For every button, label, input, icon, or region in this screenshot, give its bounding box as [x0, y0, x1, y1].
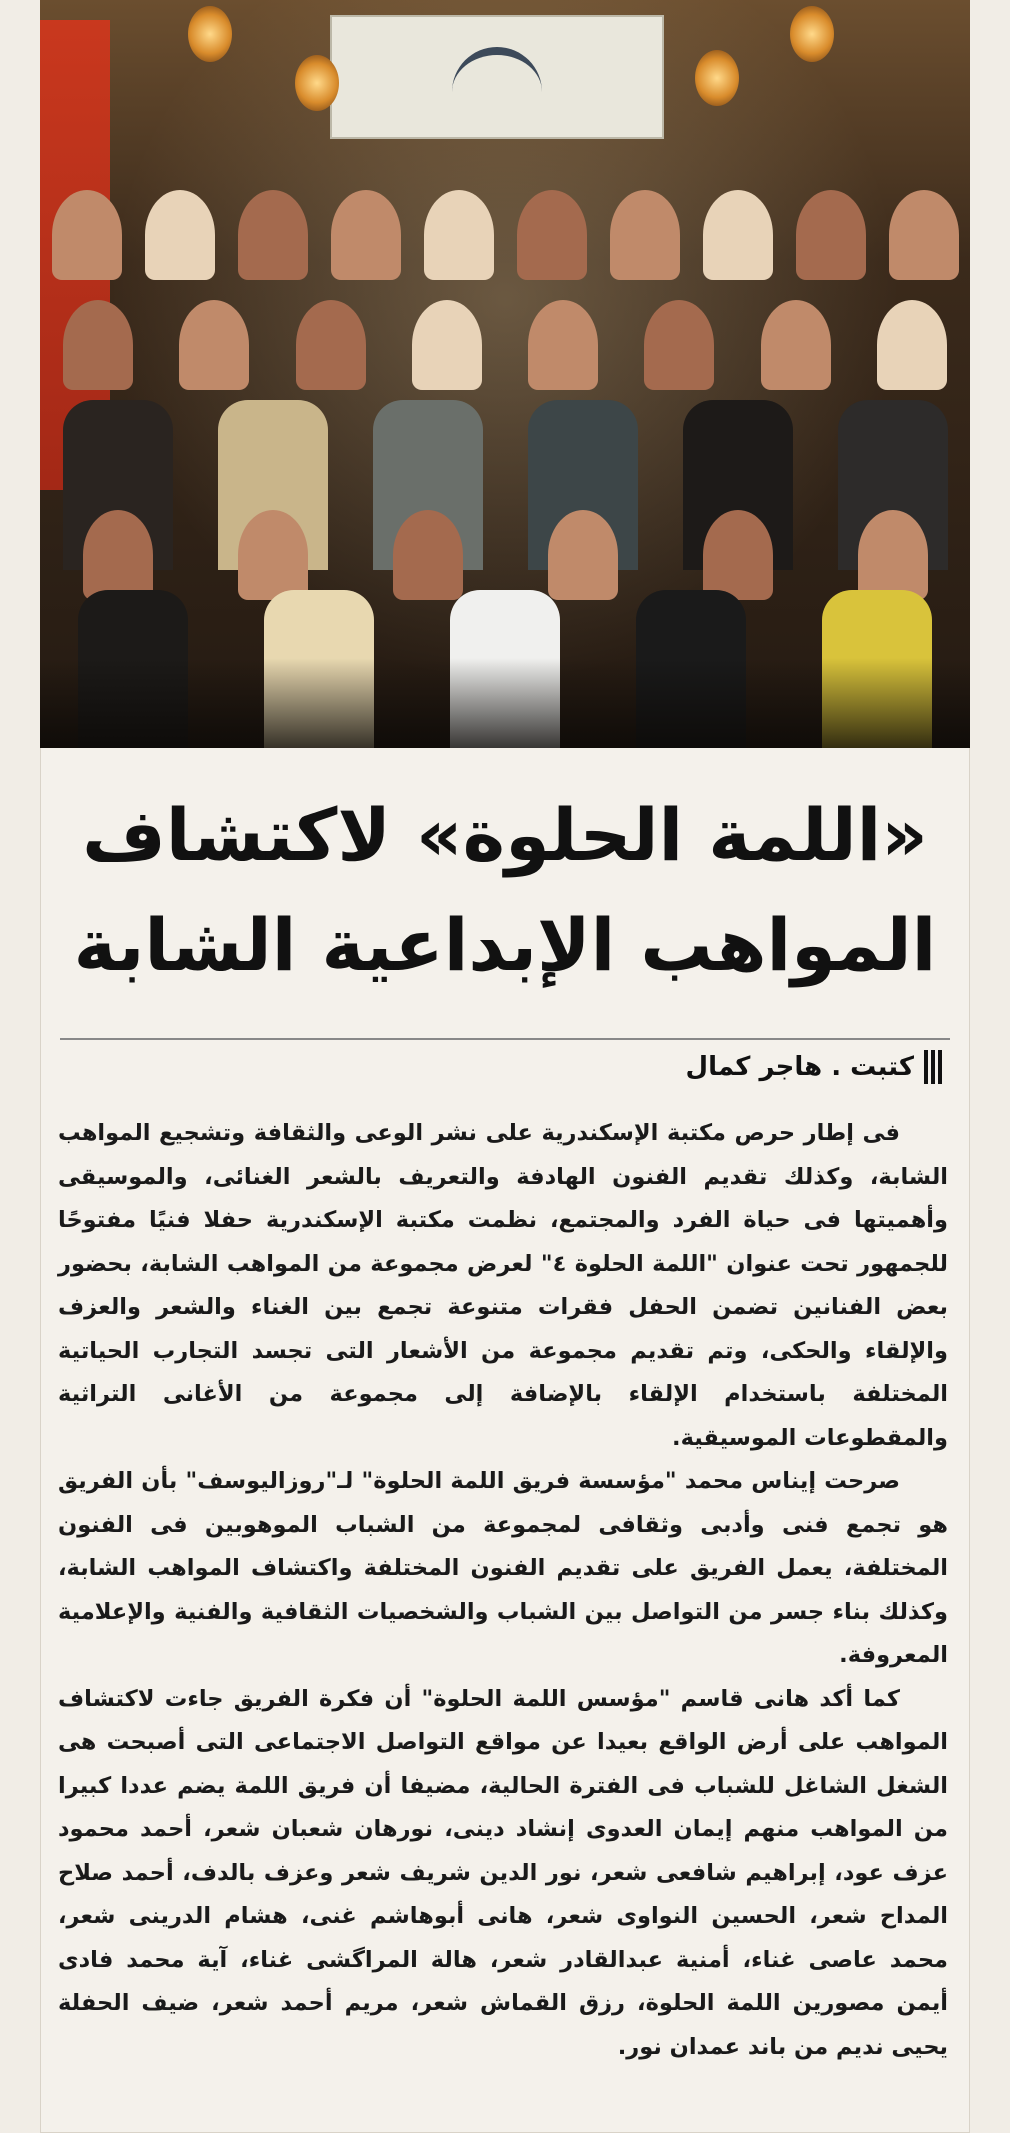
headline-line-2: المواهب الإبداعية الشابة — [73, 903, 937, 987]
paragraph: صرحت إيناس محمد "مؤسسة فريق اللمة الحلوة" لـ"روزاليوسف" بأن الفريق هو تجمع فنى وأدبى وثقافى لمجموعة من الشباب الموهوبين فى الفنون المختلفة، يعمل الفريق على تقديم الفنون المختلفة واكتشاف المواهب الشابة، وكذلك بناء جسر من التواصل بين الشباب والشخصيات الثقافية والفنية والإعلامية المعروفة. — [58, 1468, 948, 1668]
headline-line-1: «اللمة الحلوة» لاكتشاف — [82, 793, 928, 877]
library-sign — [330, 15, 664, 139]
byline-text: كتبت . هاجر كمال — [685, 1052, 914, 1082]
paragraph: فى إطار حرص مكتبة الإسكندرية على نشر الوعى والثقافة وتشجيع المواهب الشابة، وكذلك تقديم الفنون الهادفة والتعريف بالشعر الغنائى، والموسيقى وأهميتها فى حياة الفرد والمجتمع، نظمت مكتبة الإسكندرية حفلا فنيًا مفتوحًا للجمهور تحت عنوان "اللمة الحلوة ٤" لعرض مجموعة من المواهب الشابة، بحضور بعض الفنانين تضمن الحفل فقرات متنوعة تجمع بين الغناء والشعر والعزف والإلقاء والحكى، وتم تقديم مجموعة من الأشعار التى تجسد التجارب الحياتية المختلفة باستخدام الإلقاء بالإضافة إلى مجموعة من الأغانى التراثية والمقطوعات الموسيقية. — [58, 1120, 948, 1451]
crowd-middle-row — [40, 300, 970, 390]
byline-bars-icon — [924, 1050, 942, 1084]
crowd-front-row — [40, 510, 970, 600]
lantern-icon — [295, 55, 339, 111]
article-headline — [70, 780, 940, 1000]
lantern-icon — [695, 50, 739, 106]
event-photo — [40, 0, 970, 748]
newspaper-clipping — [40, 0, 970, 2133]
lantern-icon — [790, 6, 834, 62]
byline — [686, 1050, 942, 1084]
library-logo-arc — [452, 47, 542, 100]
crowd-back-row — [40, 190, 970, 280]
photo-shadow — [40, 658, 970, 748]
article-body — [58, 1112, 948, 2069]
paragraph: كما أكد هانى قاسم "مؤسس اللمة الحلوة" أن فكرة الفريق جاءت لاكتشاف المواهب على أرض الواقع بعيدا عن مواقع التواصل الاجتماعى التى أصبحت هى الشغل الشاغل للشباب فى الفترة الحالية، مضيفا أن فريق اللمة يضم عددا كبيرا من المواهب منهم إيمان العدوى إنشاد دينى، نورهان شعبان شعر، أحمد محمود عزف عود، إبراهيم شافعى شعر، نور الدين شريف شعر وعزف بالدف، أحمد صلاح المداح شعر، الحسين النواوى شعر، هانى أبوهاشم غنى، هشام الدرينى شعر، محمد عاصى غناء، أمنية عبدالقادر شعر، هالة المراگشى غناء، آية محمد فادى أيمن مصورين اللمة الحلوة، رزق القماش شعر، مريم أحمد شعر، ضيف الحفلة يحيى نديم من باند عمدان نور. — [58, 1685, 948, 2060]
lantern-icon — [188, 6, 232, 62]
divider — [60, 1038, 950, 1040]
